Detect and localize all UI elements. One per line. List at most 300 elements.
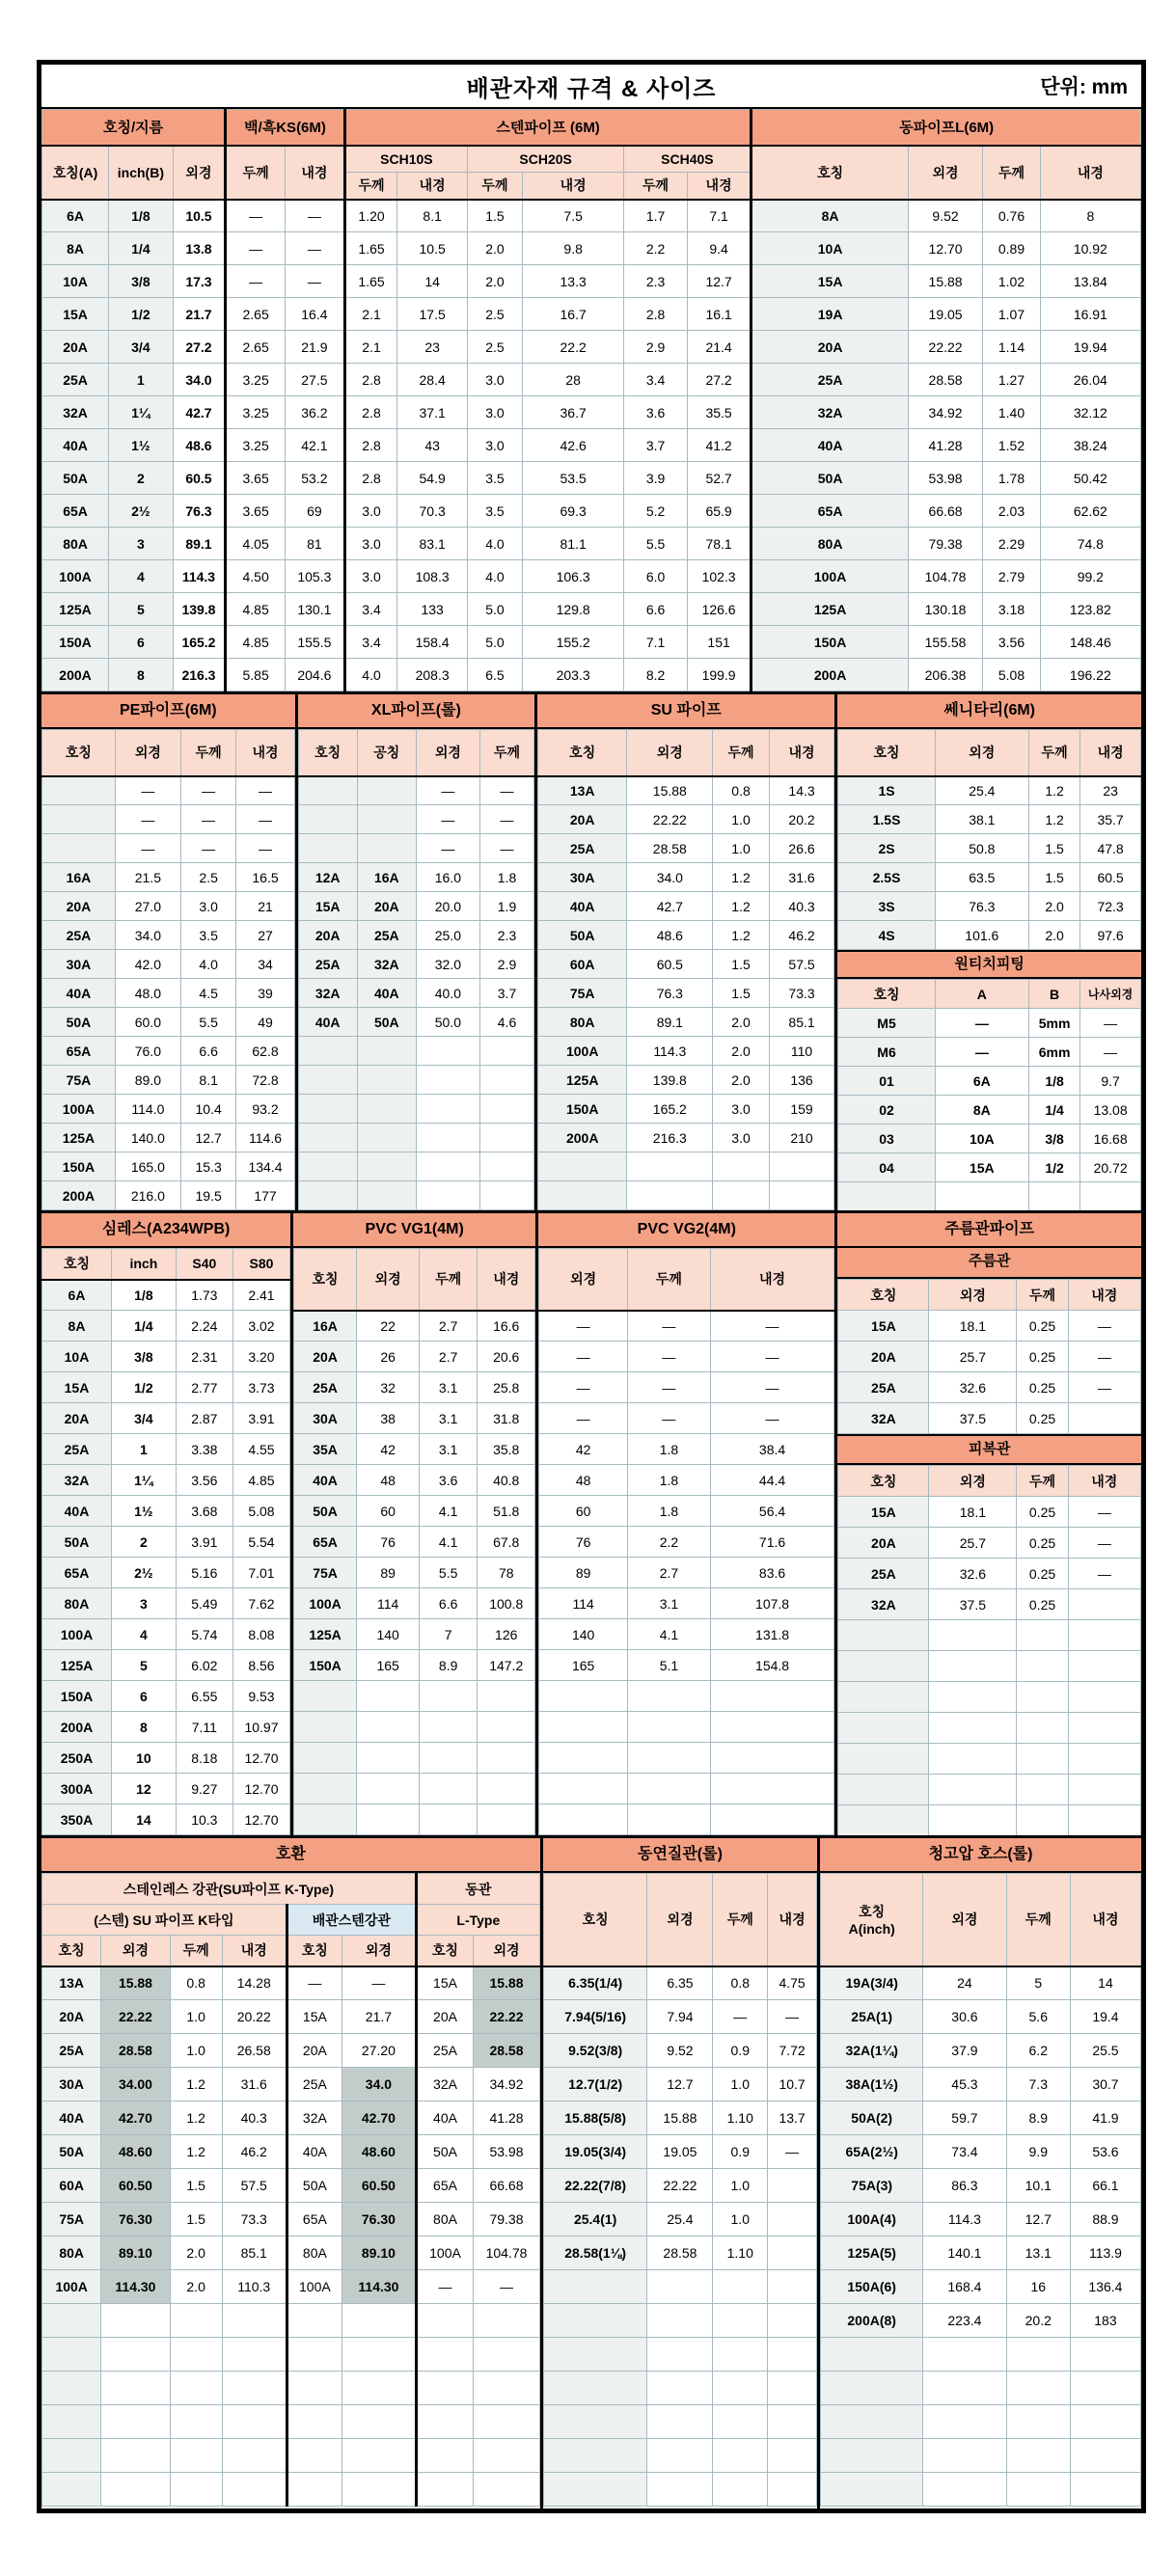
cell: 9.7 (1080, 1067, 1141, 1096)
cell: 66.68 (474, 2169, 540, 2203)
cell: 148.46 (1040, 626, 1140, 659)
cell: 15A (416, 1966, 473, 2000)
onetouch-fitting-title: 원티치피팅 (837, 950, 1141, 979)
table-row (539, 1311, 834, 1342)
pe-header-row (42, 730, 295, 776)
cell: 155.2 (522, 626, 623, 659)
table-row (298, 1152, 534, 1181)
cell: 60.0 (115, 1008, 180, 1037)
cell (543, 2473, 647, 2507)
cell: 2.0 (1028, 892, 1079, 921)
cell: 70.3 (397, 495, 468, 528)
cell: 1.5 (713, 979, 769, 1008)
table-row (42, 1342, 290, 1372)
cell: 6.6 (420, 1588, 478, 1619)
cell: 5.0 (467, 626, 522, 659)
cell: — (226, 265, 286, 298)
cell (357, 1743, 420, 1774)
cell: 65A (751, 495, 908, 528)
cell: 1.2 (170, 2135, 222, 2169)
cell: 4.1 (628, 1619, 711, 1650)
cell (287, 2473, 342, 2507)
cell: 76.3 (935, 892, 1028, 921)
cell: 66.1 (1070, 2169, 1140, 2203)
header-cell: 호칭 (298, 730, 357, 776)
header-cell: 나사외경 (1080, 980, 1141, 1009)
cell: 13A (538, 776, 627, 805)
pvc-vg1-column (293, 1213, 538, 1835)
cell (357, 1037, 416, 1066)
cell (474, 2304, 540, 2338)
cell: 16.6 (478, 1311, 535, 1342)
cell: 3.18 (983, 593, 1040, 626)
cell: 72.8 (236, 1066, 294, 1095)
cell (357, 1774, 420, 1804)
cell: 2.2 (628, 1527, 711, 1558)
table-row (821, 2068, 1141, 2101)
cell: 65A (42, 1037, 116, 1066)
cell: 1.40 (983, 396, 1040, 429)
cell (538, 1152, 627, 1181)
table-row (42, 1434, 290, 1465)
cell: 16.1 (687, 298, 751, 331)
cell (478, 1743, 535, 1774)
cell: 10A (935, 1125, 1028, 1153)
cell: 0.25 (1017, 1342, 1068, 1372)
cell (1006, 2338, 1070, 2372)
cell (420, 1743, 478, 1774)
cell: 100.8 (478, 1588, 535, 1619)
table-row (42, 396, 1141, 429)
cell: 25A (416, 2034, 473, 2068)
table-row (42, 2169, 540, 2203)
cell: 3.5 (467, 462, 522, 495)
table-row (543, 2473, 816, 2507)
cell: — (286, 232, 345, 265)
header-cell: 외경 (539, 1249, 628, 1311)
cell (539, 1804, 628, 1835)
table-row (42, 2473, 540, 2507)
cell: 1/2 (111, 1372, 176, 1403)
table-row (42, 232, 1141, 265)
cell: 15A (42, 298, 109, 331)
table-row (543, 2237, 816, 2270)
table-row (298, 950, 534, 979)
cell: 76 (357, 1527, 420, 1558)
cell: 40A (298, 1008, 357, 1037)
cell: 3.7 (624, 429, 687, 462)
cell (1028, 1182, 1079, 1211)
cell: 125A (751, 593, 908, 626)
cell: 40A (751, 429, 908, 462)
cell: 104.78 (908, 560, 983, 593)
cell: 12 (111, 1774, 176, 1804)
cell: 2.8 (624, 298, 687, 331)
cell: 7.11 (176, 1712, 232, 1743)
cell: 2.65 (226, 298, 286, 331)
cell: 6.02 (176, 1650, 232, 1681)
table-row (298, 979, 534, 1008)
cell: 140.0 (115, 1124, 180, 1152)
cell: 1.2 (1028, 805, 1079, 834)
table-row (821, 2101, 1141, 2135)
cell (298, 1152, 357, 1181)
cell: 04 (838, 1153, 935, 1182)
cell: 102.3 (687, 560, 751, 593)
cell: 0.25 (1017, 1589, 1068, 1620)
cell: 10.4 (180, 1095, 236, 1124)
table-row (42, 528, 1141, 560)
cell: 25A (294, 1372, 357, 1403)
cell: 27.20 (342, 2034, 417, 2068)
cell: 65A (42, 495, 109, 528)
cell: 1.5S (838, 805, 935, 834)
table-row (298, 892, 534, 921)
cell: 150A (294, 1650, 357, 1681)
header-cell: 내경 (222, 1936, 287, 1966)
table-row (838, 1497, 1141, 1528)
cell: 60 (539, 1496, 628, 1527)
header-cell: inch (111, 1249, 176, 1280)
cell: 03 (838, 1125, 935, 1153)
table-row (821, 2338, 1141, 2372)
cell: 89 (539, 1558, 628, 1588)
cell: 10.5 (397, 232, 468, 265)
cell: 8 (111, 1712, 176, 1743)
table-row (538, 805, 834, 834)
cell (1070, 2372, 1140, 2405)
cell: — (768, 2135, 817, 2169)
cell: — (115, 776, 180, 805)
cell: 165.2 (627, 1095, 713, 1124)
cell: 25A (287, 2068, 342, 2101)
cell: 165 (357, 1650, 420, 1681)
cell (42, 805, 116, 834)
cell: 8.56 (232, 1650, 289, 1681)
cell: 6.35 (647, 1966, 713, 2000)
cell: 28.58 (908, 364, 983, 396)
cell (628, 1743, 711, 1774)
cell: 3.20 (232, 1342, 289, 1372)
cell (1070, 2473, 1140, 2507)
table-row (294, 1804, 535, 1835)
table-row (294, 1311, 535, 1342)
cell: — (286, 265, 345, 298)
cell: 3.5 (180, 921, 236, 950)
table-row (42, 2270, 540, 2304)
cell: 10.5 (173, 200, 226, 232)
table-row (42, 200, 1141, 232)
table-row (838, 1713, 1141, 1744)
cell: 4.05 (226, 528, 286, 560)
cell: 129.8 (522, 593, 623, 626)
cell: 75A (42, 1066, 116, 1095)
cell: 85.1 (769, 1008, 834, 1037)
table-row (821, 2000, 1141, 2034)
cell: 140 (357, 1619, 420, 1650)
cell: 48.60 (101, 2135, 170, 2169)
cell: 20.6 (478, 1342, 535, 1372)
pvc-vg1-table (293, 1248, 535, 1835)
cell: 300A (42, 1774, 112, 1804)
table-row (838, 1589, 1141, 1620)
cell: 46.2 (222, 2135, 287, 2169)
header-cell: 내경 (768, 1874, 817, 1966)
cell: 1.10 (713, 2237, 768, 2270)
cell (479, 1066, 533, 1095)
page-title: 배관자재 규격 & 사이즈 (466, 75, 717, 102)
table-row (42, 2439, 540, 2473)
cell: 48.0 (115, 979, 180, 1008)
cell (298, 834, 357, 863)
cell: 3.25 (226, 364, 286, 396)
cell: 216.0 (115, 1181, 180, 1210)
cell: 0.8 (713, 1966, 768, 2000)
cell: 25A (298, 950, 357, 979)
cell (342, 2338, 417, 2372)
table-row (42, 979, 295, 1008)
cell: 60.5 (627, 950, 713, 979)
cell: 60.50 (342, 2169, 417, 2203)
table-row (543, 2304, 816, 2338)
table-row (42, 1804, 290, 1835)
onetouch-fitting-table (837, 979, 1141, 1210)
cell: 12.7 (1006, 2203, 1070, 2237)
cell: 125A (42, 593, 109, 626)
compat-table (41, 1873, 540, 2507)
table-row (838, 1182, 1141, 1211)
cell: 3.0 (344, 495, 397, 528)
cell: 37.5 (929, 1589, 1017, 1620)
cell: 15.88 (908, 265, 983, 298)
cell (474, 2439, 540, 2473)
cell: 25A (838, 1559, 929, 1589)
cell (713, 2270, 768, 2304)
cell (42, 834, 116, 863)
sanitary-column (837, 694, 1141, 1210)
cell: 36.7 (522, 396, 623, 429)
cell (1017, 1713, 1068, 1744)
cell: 57.5 (769, 950, 834, 979)
cell: 93.2 (236, 1095, 294, 1124)
table-row (538, 979, 834, 1008)
cell: 15.88(5/8) (543, 2101, 647, 2135)
cell: 150A(6) (821, 2270, 923, 2304)
cell (769, 1152, 834, 1181)
cell (538, 1181, 627, 1210)
cell: — (1068, 1311, 1140, 1342)
header-cell: 호칭 (538, 730, 627, 776)
cell: 7.5 (522, 200, 623, 232)
cell (821, 2372, 923, 2405)
unit-label: 단위: mm (1040, 76, 1128, 98)
cell: 20A (357, 892, 416, 921)
cell: 4.55 (232, 1434, 289, 1465)
cell: — (115, 805, 180, 834)
table-row (42, 2101, 540, 2135)
cell: 125A (538, 1066, 627, 1095)
cell: 75A (42, 2203, 101, 2237)
cell: — (180, 834, 236, 863)
cell (474, 2405, 540, 2439)
cell: 83.6 (710, 1558, 834, 1588)
table-row (42, 1311, 290, 1342)
cell (838, 1713, 929, 1744)
soft-copper-table (543, 1873, 817, 2507)
cell: 1¼ (109, 396, 174, 429)
cell (838, 1744, 929, 1775)
cell (1080, 1182, 1141, 1211)
cell: 89 (357, 1558, 420, 1588)
cell: 76.3 (627, 979, 713, 1008)
cell: 3.0 (467, 364, 522, 396)
cell: 125A(5) (821, 2237, 923, 2270)
col-sch40-thk: 두께 (624, 173, 687, 200)
cell: — (416, 834, 479, 863)
cell: 114.30 (101, 2270, 170, 2304)
table-row (543, 2135, 816, 2169)
cell: 3/4 (111, 1403, 176, 1434)
table-row (42, 921, 295, 950)
cell: 4.85 (232, 1465, 289, 1496)
table-row (838, 1096, 1141, 1125)
cell: 1.0 (713, 2203, 768, 2237)
cell (474, 2473, 540, 2507)
cell (416, 2372, 473, 2405)
cell: 34.0 (342, 2068, 417, 2101)
cell: 69.3 (522, 495, 623, 528)
cell: 1.2 (170, 2101, 222, 2135)
cell: 1.2 (713, 863, 769, 892)
cell: 2.8 (344, 396, 397, 429)
cell: 16.68 (1080, 1125, 1141, 1153)
cell: 2.0 (1028, 921, 1079, 950)
cell (1070, 2439, 1140, 2473)
cell: — (628, 1372, 711, 1403)
cell (627, 1181, 713, 1210)
cell (101, 2372, 170, 2405)
table-row (838, 1125, 1141, 1153)
cell: 20A (838, 1528, 929, 1559)
compat-title: 호환 (41, 1838, 540, 1873)
cell: 25.7 (929, 1528, 1017, 1559)
cell: 37.5 (929, 1403, 1017, 1434)
cell: 155.5 (286, 626, 345, 659)
cell: 73.3 (222, 2203, 287, 2237)
band-compat-copper-hose (41, 1835, 1141, 2508)
cell: 13.7 (768, 2101, 817, 2135)
cell: 3.5 (467, 495, 522, 528)
cell: 32A (42, 396, 109, 429)
cell (1006, 2372, 1070, 2405)
table-row (42, 1465, 290, 1496)
table-row (298, 805, 534, 834)
cell: 18.1 (929, 1311, 1017, 1342)
cell (294, 1681, 357, 1712)
cell: 9.52(3/8) (543, 2034, 647, 2068)
cell: 20.2 (1006, 2304, 1070, 2338)
table-row (538, 1124, 834, 1152)
table-row (42, 1181, 295, 1210)
cell: 60.50 (101, 2169, 170, 2203)
table-row (42, 1280, 290, 1311)
cell: 20.72 (1080, 1153, 1141, 1182)
cell: 50A (42, 1527, 112, 1558)
table-row (42, 1037, 295, 1066)
cell: 53.5 (522, 462, 623, 495)
cell: 1.0 (713, 2068, 768, 2101)
cell: 14 (1070, 1966, 1140, 2000)
table-row (838, 1620, 1141, 1651)
cell (713, 1181, 769, 1210)
cell: 25.4 (935, 776, 1028, 805)
cell: 6.35(1/4) (543, 1966, 647, 2000)
cell: 113.9 (1070, 2237, 1140, 2270)
cell: 50.42 (1040, 462, 1140, 495)
table-row (539, 1527, 834, 1558)
cell (170, 2405, 222, 2439)
table-row (42, 495, 1141, 528)
pvc-vg2-table (538, 1248, 834, 1835)
cell (478, 1712, 535, 1743)
cell: 114.3 (923, 2203, 1006, 2237)
cell: 76.3 (173, 495, 226, 528)
cell: 4.0 (467, 560, 522, 593)
cell: 4.75 (768, 1966, 817, 2000)
group-sten: 스텐파이프 (6M) (344, 110, 751, 146)
cell (543, 2405, 647, 2439)
cell: 5 (111, 1650, 176, 1681)
table-row (42, 1743, 290, 1774)
table-row (838, 1651, 1141, 1682)
cell: 4.85 (226, 593, 286, 626)
xl-header-row (298, 730, 534, 776)
cell: 20A (42, 331, 109, 364)
cell (42, 2304, 101, 2338)
cell (416, 1066, 479, 1095)
cell: 8.2 (624, 659, 687, 691)
cell: 4.0 (467, 528, 522, 560)
compat-body (42, 1966, 540, 2507)
table-row (543, 2372, 816, 2405)
cell: 14 (111, 1804, 176, 1835)
cell: 0.25 (1017, 1311, 1068, 1342)
cell: 19.5 (180, 1181, 236, 1210)
cell: 154.8 (710, 1650, 834, 1681)
cell (416, 1152, 479, 1181)
table-row (539, 1743, 834, 1774)
table-row (538, 1181, 834, 1210)
cell: 2.31 (176, 1342, 232, 1372)
cell: 5.1 (628, 1650, 711, 1681)
cell: 34.92 (908, 396, 983, 429)
cell: 1.07 (983, 298, 1040, 331)
cell (287, 2338, 342, 2372)
cell: 20A (287, 2034, 342, 2068)
cell: 65A (416, 2169, 473, 2203)
cell: 5.54 (232, 1527, 289, 1558)
cell: 80A (538, 1008, 627, 1037)
cell: 2.77 (176, 1372, 232, 1403)
cell: 216.3 (627, 1124, 713, 1152)
compat-ktype-label: (스텐) SU 파이프 K타입 (42, 1905, 287, 1936)
cell: 7.1 (624, 626, 687, 659)
cell: 0.8 (170, 1966, 222, 2000)
col-sch20s: SCH20S (467, 146, 623, 173)
cell: — (539, 1342, 628, 1372)
header-cell: 호칭 (42, 730, 116, 776)
cell: 1.5 (1028, 863, 1079, 892)
